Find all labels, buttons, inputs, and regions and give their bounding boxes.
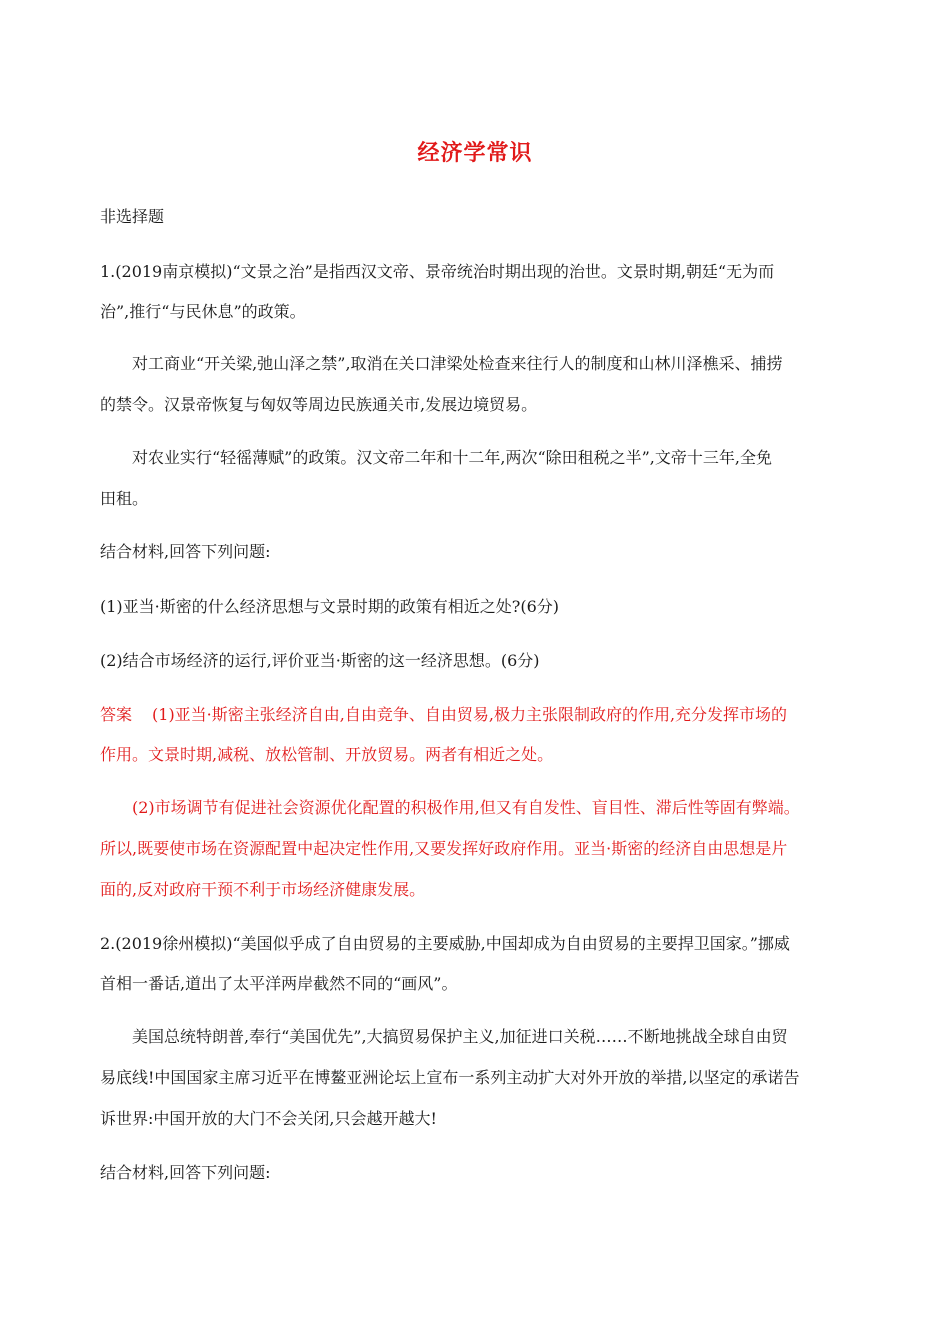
q2-line-1: 2.(2019徐州模拟)“美国似乎成了自由贸易的主要威胁,中国却成为自由贸易的主要捍卫国家。”挪威 <box>100 934 790 953</box>
q1-prompt: 结合材料,回答下列问题: <box>100 542 271 561</box>
answer-line-5: 面的,反对政府干预不利于市场经济健康发展。 <box>100 880 426 899</box>
q2-line-4: 易底线!中国国家主席习近平在博鳌亚洲论坛上宣布一系列主动扩大对外开放的举措,以坚定的承诺告 <box>100 1068 800 1087</box>
answer-line-3: (2)市场调节有促进社会资源优化配置的积极作用,但又有自发性、盲目性、滞后性等固有弊端。 <box>132 798 800 817</box>
q1-line-1: 1.(2019南京模拟)“文景之治”是指西汉文帝、景帝统治时期出现的治世。文景时期,朝廷“无为而 <box>100 262 775 281</box>
answer-text-1: (1)亚当·斯密主张经济自由,自由竞争、自由贸易,极力主张限制政府的作用,充分发挥市场的 <box>152 705 788 724</box>
q2-prompt: 结合材料,回答下列问题: <box>100 1163 271 1182</box>
q1-line-3: 对工商业“开关梁,弛山泽之禁”,取消在关口津梁处检查来往行人的制度和山林川泽樵采、捕捞 <box>132 354 783 373</box>
q2-line-2: 首相一番话,道出了太平洋两岸截然不同的“画风”。 <box>100 974 458 993</box>
q1-subquestion-2: (2)结合市场经济的运行,评价亚当·斯密的这一经济思想。(6分) <box>100 651 540 670</box>
answer-line-1 <box>100 704 787 726</box>
section-heading: 非选择题 <box>100 207 165 226</box>
answer-line-2: 作用。文景时期,减税、放松管制、开放贸易。两者有相近之处。 <box>100 745 554 764</box>
q2-line-3: 美国总统特朗普,奉行“美国优先”,大搞贸易保护主义,加征进口关税……不断地挑战全球自由贸 <box>132 1027 788 1046</box>
answer-line-4: 所以,既要使市场在资源配置中起决定性作用,又要发挥好政府作用。亚当·斯密的经济自由思想是片 <box>100 839 788 858</box>
q1-line-4: 的禁令。汉景帝恢复与匈奴等周边民族通关市,发展边境贸易。 <box>100 395 538 414</box>
q1-line-6: 田租。 <box>100 489 149 508</box>
answer-label: 答案 <box>100 705 133 724</box>
q1-subquestion-1: (1)亚当·斯密的什么经济思想与文景时期的政策有相近之处?(6分) <box>100 597 559 616</box>
q2-line-5: 诉世界:中国开放的大门不会关闭,只会越开越大! <box>100 1109 437 1128</box>
q1-line-5: 对农业实行“轻徭薄赋”的政策。汉文帝二年和十二年,两次“除田租税之半”,文帝十三年,全免 <box>132 448 772 467</box>
q1-line-2: 治”,推行“与民休息”的政策。 <box>100 302 306 321</box>
page-title: 经济学常识 <box>417 141 533 166</box>
